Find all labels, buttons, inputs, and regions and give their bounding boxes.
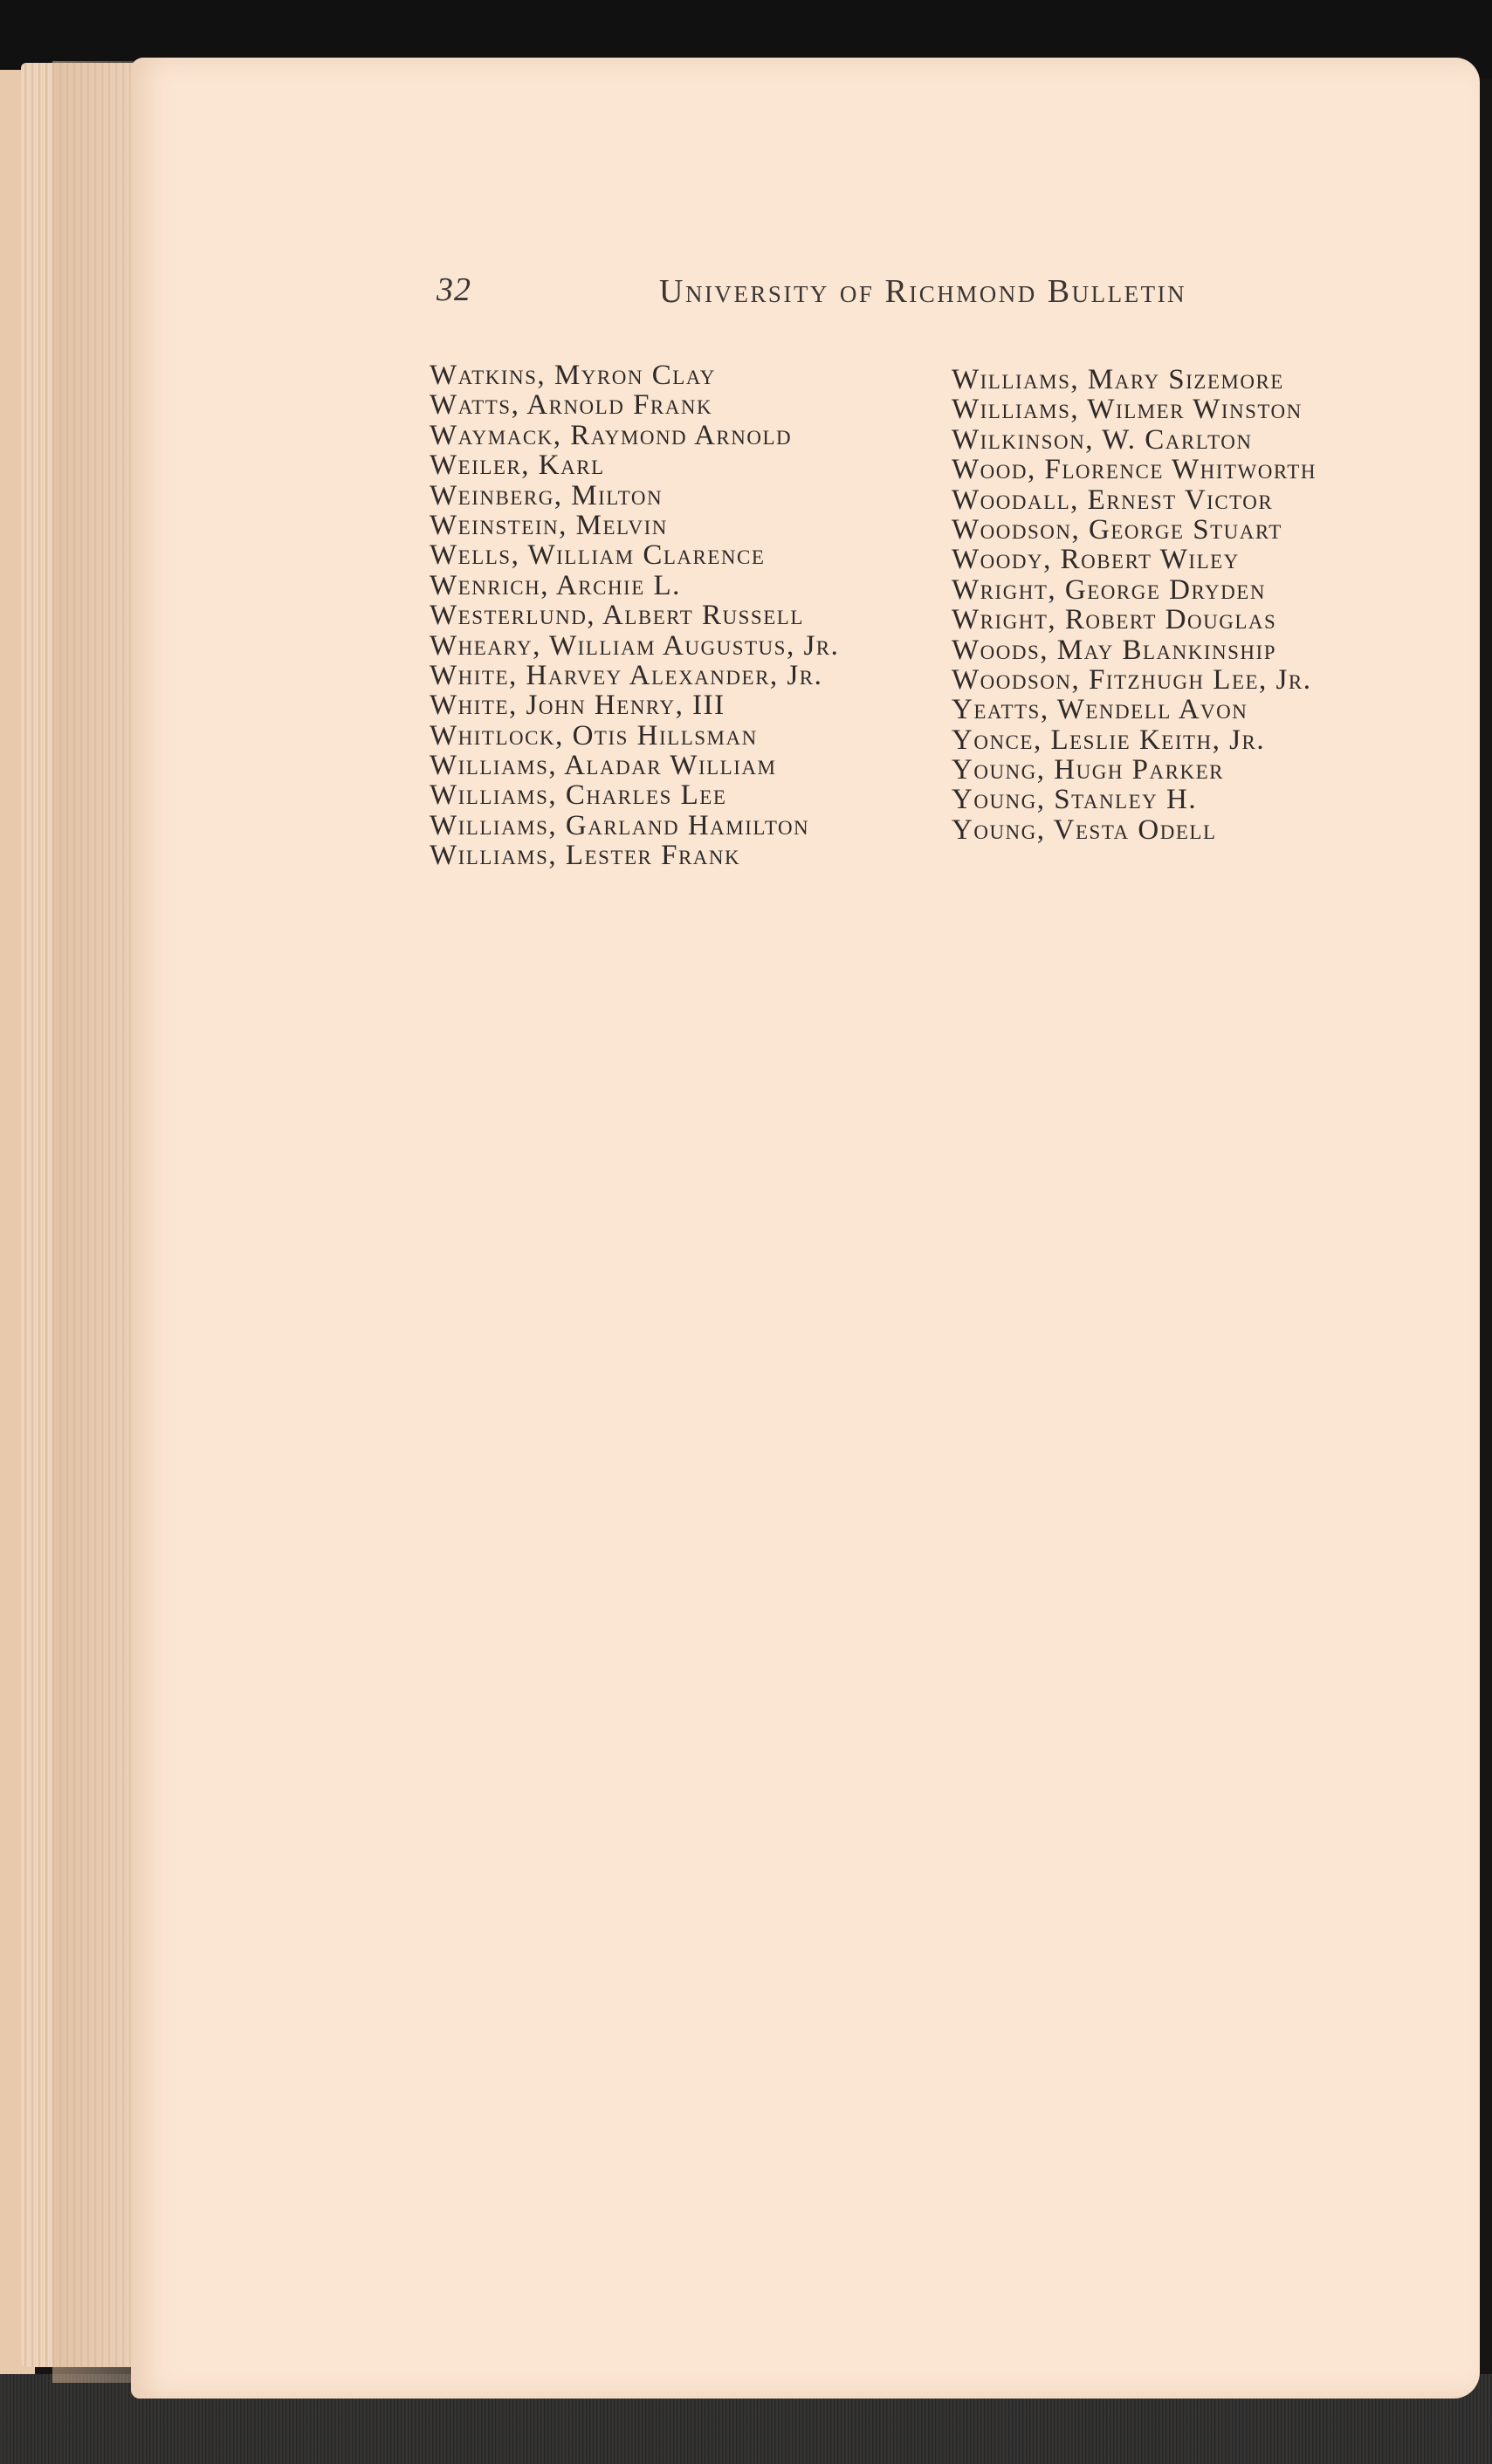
list-item: Wheary, William Augustus, Jr. bbox=[430, 629, 840, 662]
list-item: Williams, Aladar William bbox=[430, 750, 777, 782]
list-item: Young, Hugh Parker bbox=[952, 754, 1224, 786]
page-title: University of Richmond Bulletin bbox=[659, 273, 1187, 310]
list-item: Weinstein, Melvin bbox=[430, 509, 668, 541]
list-item: Whitlock, Otis Hillsman bbox=[430, 719, 758, 752]
list-item: Waymack, Raymond Arnold bbox=[430, 419, 793, 451]
list-item: White, John Henry, III bbox=[430, 690, 725, 722]
list-item: Williams, Charles Lee bbox=[430, 779, 727, 812]
name-list-left bbox=[430, 360, 945, 871]
list-item: Woodson, George Stuart bbox=[952, 513, 1282, 546]
list-item: Young, Stanley H. bbox=[952, 784, 1198, 816]
page-number: 32 bbox=[437, 271, 471, 308]
list-item: Wells, William Clarence bbox=[430, 539, 766, 572]
list-item: Woody, Robert Wiley bbox=[952, 544, 1240, 576]
list-item: Wood, Florence Whitworth bbox=[952, 454, 1317, 486]
list-item: Westerlund, Albert Russell bbox=[430, 600, 804, 632]
list-item: Weiler, Karl bbox=[430, 450, 605, 482]
list-item: Williams, Lester Frank bbox=[430, 840, 741, 872]
list-item: Watts, Arnold Frank bbox=[430, 389, 713, 422]
list-item: Woodson, Fitzhugh Lee, Jr. bbox=[952, 663, 1312, 696]
list-item: Yonce, Leslie Keith, Jr. bbox=[952, 724, 1266, 756]
list-item: Wilkinson, W. Carlton bbox=[952, 423, 1253, 456]
list-item: Woods, May Blankinship bbox=[952, 634, 1276, 666]
list-item: White, Harvey Alexander, Jr. bbox=[430, 659, 823, 691]
list-item: Yeatts, Wendell Avon bbox=[952, 694, 1248, 726]
list-item: Williams, Garland Hamilton bbox=[430, 809, 810, 841]
list-item: Weinberg, Milton bbox=[430, 479, 663, 511]
list-item: Wenrich, Archie L. bbox=[430, 569, 681, 601]
list-item: Williams, Mary Sizemore bbox=[952, 364, 1284, 395]
list-item: Watkins, Myron Clay bbox=[430, 360, 716, 391]
list-item: Wright, Robert Douglas bbox=[952, 604, 1277, 636]
list-item: Woodall, Ernest Victor bbox=[952, 484, 1274, 516]
list-item: Wright, George Dryden bbox=[952, 573, 1266, 606]
name-list-right bbox=[952, 365, 1475, 845]
running-head bbox=[437, 271, 1275, 314]
list-item: Williams, Wilmer Winston bbox=[952, 394, 1303, 426]
list-item: Young, Vesta Odell bbox=[952, 813, 1217, 846]
